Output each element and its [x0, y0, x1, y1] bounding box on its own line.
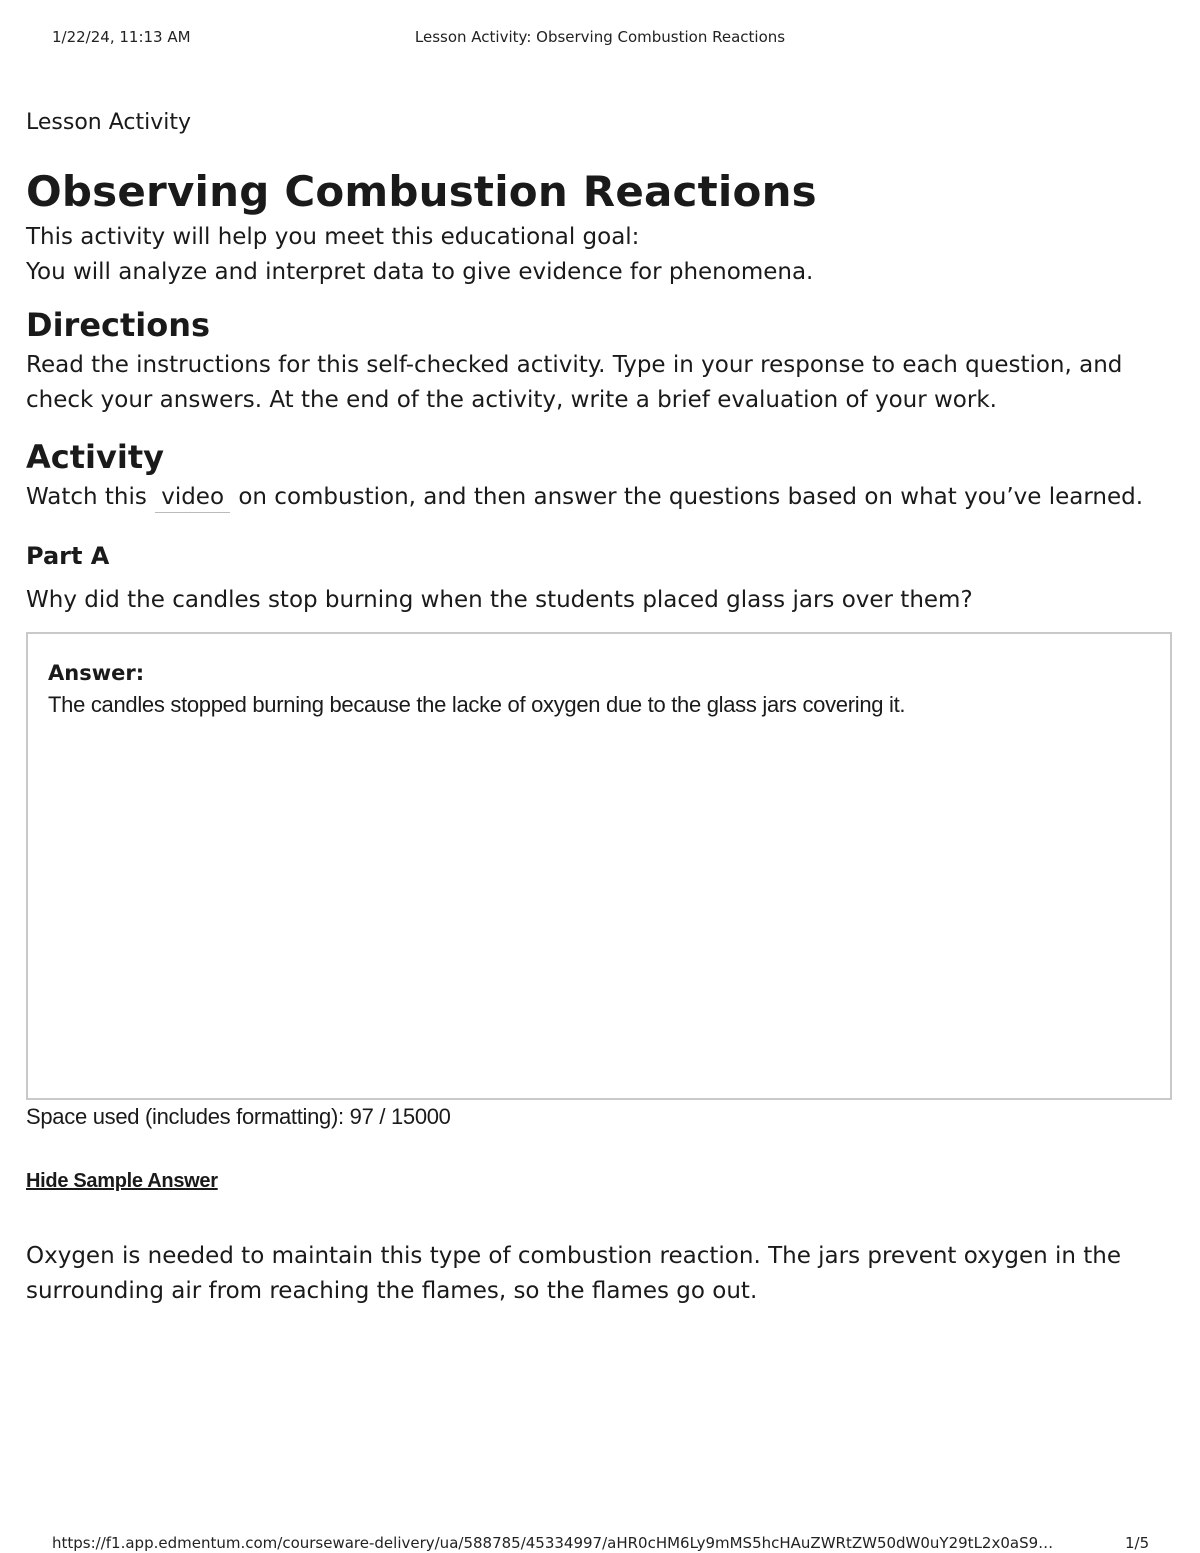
- activity-heading: Activity: [26, 438, 164, 476]
- educational-goal: [26, 220, 1176, 290]
- answer-text: The candles stopped burning because the lacke of oxygen due to the glass jars covering it.: [48, 692, 906, 717]
- hide-sample-answer-button[interactable]: Hide Sample Answer: [26, 1170, 218, 1192]
- answer-label: Answer:: [48, 661, 145, 685]
- print-page-number: 1/5: [1125, 1534, 1150, 1552]
- print-url: https://f1.app.edmentum.com/courseware-delivery/ua/588785/45334997/aHR0cHM6Ly9mMS5hcHAuZWRtZW50dW0uY29tL2x0aS9…: [52, 1534, 1054, 1552]
- directions-section: [26, 304, 1176, 418]
- print-datetime: 1/22/24, 11:13 AM: [52, 28, 191, 46]
- goal-text: You will analyze and interpret data to give evidence for phenomena.: [26, 259, 814, 285]
- goal-intro: This activity will help you meet this educational goal:: [26, 224, 640, 250]
- directions-heading: Directions: [26, 306, 211, 344]
- page-title: Observing Combustion Reactions: [26, 167, 817, 216]
- part-a-heading: Part A: [26, 542, 110, 570]
- activity-text-before: Watch this: [26, 484, 155, 510]
- sample-answer-text: Oxygen is needed to maintain this type of combustion reaction. The jars prevent oxygen in the surrounding air from reaching the flames, so the flames go out.: [26, 1243, 1122, 1304]
- activity-section: [26, 436, 1176, 1309]
- activity-text: [26, 480, 1176, 515]
- lesson-content: [26, 108, 1176, 1309]
- video-link[interactable]: video: [155, 482, 230, 513]
- directions-text: Read the instructions for this self-checked activity. Type in your response to each question, and check your answers. At the end of the activity, write a brief evaluation of your work.: [26, 352, 1123, 413]
- activity-text-after: on combustion, and then answer the questions based on what you’ve learned.: [231, 484, 1144, 510]
- part-a-question: Why did the candles stop burning when the students placed glass jars over them?: [26, 587, 973, 613]
- space-used-counter: Space used (includes formatting): 97 / 15000: [26, 1104, 451, 1129]
- answer-input[interactable]: [26, 632, 1172, 1100]
- lesson-kicker: Lesson Activity: [26, 110, 191, 135]
- print-doc-title: Lesson Activity: Observing Combustion Reactions: [414, 28, 786, 46]
- print-header: [0, 28, 1200, 50]
